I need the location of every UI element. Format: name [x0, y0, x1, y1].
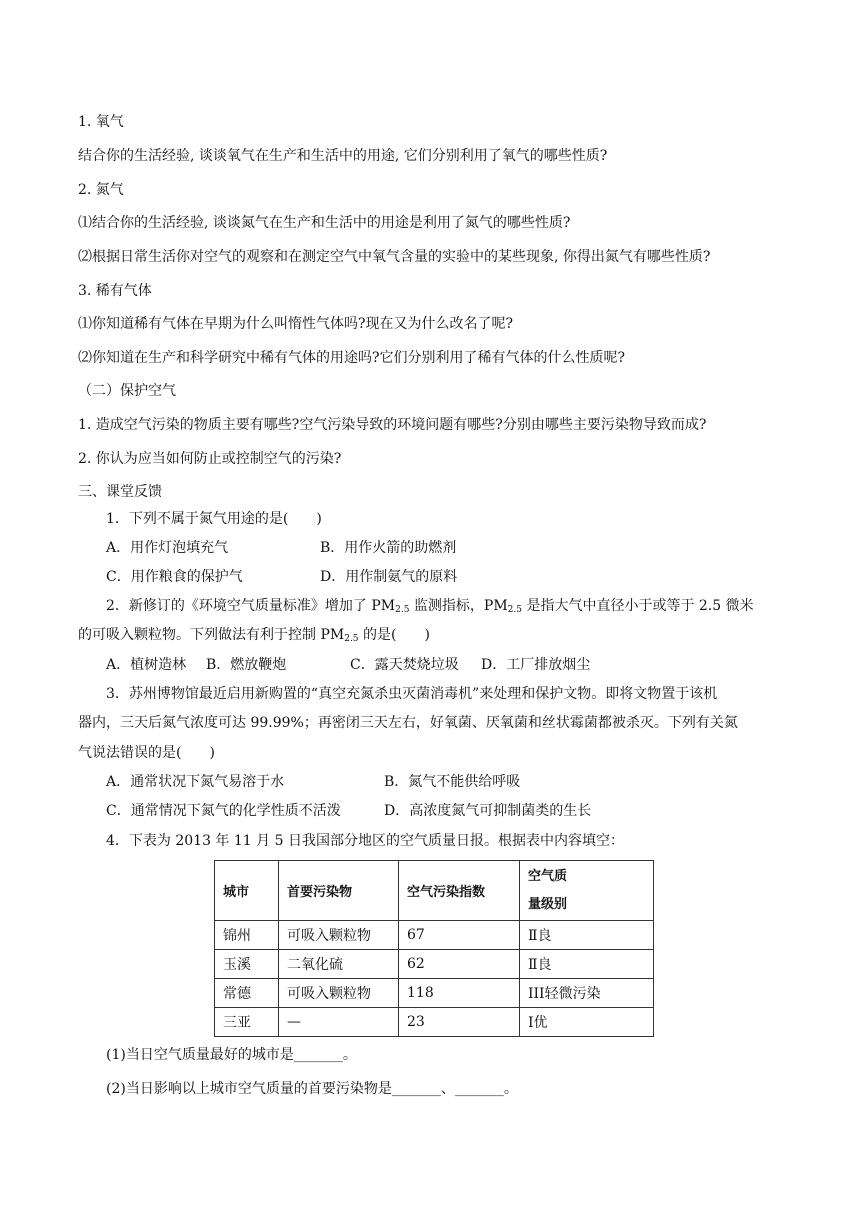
table-row	[215, 921, 654, 950]
header-grade: 空气质 量级别	[520, 861, 654, 921]
cell-grade: III轻微污染	[520, 979, 654, 1008]
cell-pollutant: —	[279, 1008, 399, 1037]
q2-option-d: D．工厂排放烟尘	[481, 657, 591, 673]
table-row	[215, 1008, 654, 1037]
heading-feedback: 三、课堂反馈	[78, 484, 162, 500]
q1-option-b: B．用作火箭的助燃剂	[320, 540, 457, 556]
q2-stem-line2: 的可吸入颗粒物。下列做法有利于控制 $PM_{2.5}$ 的是( )	[78, 627, 430, 644]
cell-grade: Ⅱ良	[520, 950, 654, 979]
q1-option-c: C．用作粮食的保护气	[106, 569, 243, 585]
pollution-question-1: 1. 造成空气污染的物质主要有哪些?空气污染导致的环境问题有哪些?分别由哪些主要污染物导致而成?	[78, 417, 707, 433]
q2-option-a: A．植树造林	[106, 657, 187, 673]
cell-city: 常德	[215, 979, 279, 1008]
q2-option-c: C．露天焚烧垃圾	[350, 657, 459, 673]
q3-stem-line1: 3．苏州博物馆最近启用新购置的“真空充氮杀虫灭菌消毒机”来处理和保护文物。即将文物置于该机	[106, 686, 718, 702]
q4-subquestion-2: (2)当日影响以上城市空气质量的首要污染物是_______、_______。	[106, 1081, 518, 1097]
q3-stem-line2: 器内，三天后氮气浓度可达 99.99%；再密闭三天左右，好氧菌、厌氧菌和丝状霉菌都被杀灭。下列有关氮	[78, 715, 738, 731]
q1-option-d: D．用作制氨气的原料	[320, 569, 458, 585]
noble-gas-question-2: ⑵你知道在生产和科学研究中稀有气体的用途吗?它们分别利用了稀有气体的什么性质呢?	[78, 350, 626, 366]
q3-option-b: B．氮气不能供给呼吸	[384, 774, 521, 790]
heading-noble-gases: 3. 稀有气体	[78, 283, 152, 299]
header-index: 空气污染指数	[399, 861, 520, 921]
heading-nitrogen: 2. 氮气	[78, 182, 124, 198]
cell-index: 67	[399, 921, 520, 950]
cell-index: 23	[399, 1008, 520, 1037]
q2-option-b: B．燃放鞭炮	[206, 657, 287, 673]
nitrogen-question-1: ⑴结合你的生活经验, 谈谈氮气在生产和生活中的用途是利用了氮气的哪些性质?	[78, 215, 571, 231]
q1-option-a: A．用作灯泡填充气	[106, 540, 229, 556]
air-quality-table	[214, 860, 654, 1037]
pollution-question-2: 2. 你认为应当如何防止或控制空气的污染?	[78, 451, 342, 467]
cell-pollutant: 二氧化硫	[279, 950, 399, 979]
heading-protect-air: （二）保护空气	[78, 383, 176, 399]
oxygen-question: 结合你的生活经验, 谈谈氧气在生产和生活中的用途, 它们分别利用了氧气的哪些性质?	[78, 148, 608, 164]
q3-option-c: C．通常情况下氮气的化学性质不活泼	[106, 803, 341, 819]
cell-city: 三亚	[215, 1008, 279, 1037]
heading-oxygen: 1. 氧气	[78, 114, 124, 130]
q3-option-d: D．高浓度氮气可抑制菌类的生长	[384, 803, 592, 819]
cell-city: 玉溪	[215, 950, 279, 979]
q3-option-a: A．通常状况下氮气易溶于水	[106, 774, 285, 790]
header-pollutant: 首要污染物	[279, 861, 399, 921]
cell-index: 62	[399, 950, 520, 979]
cell-grade: Ⅰ优	[520, 1008, 654, 1037]
cell-grade: Ⅱ良	[520, 921, 654, 950]
cell-city: 锦州	[215, 921, 279, 950]
cell-index: 118	[399, 979, 520, 1008]
cell-pollutant: 可吸入颗粒物	[279, 979, 399, 1008]
table-row	[215, 950, 654, 979]
q4-subquestion-1: (1)当日空气质量最好的城市是_______。	[106, 1047, 357, 1063]
q2-stem-line1: 2．新修订的《环境空气质量标准》增加了 $PM_{2.5}$ 监测指标，$PM_{2.5}$ 是指大气中直径小于或等于 2.5 微米	[106, 598, 754, 615]
table-header-row	[215, 861, 654, 921]
noble-gas-question-1: ⑴你知道稀有气体在早期为什么叫惰性气体吗?现在又为什么改名了呢?	[78, 316, 514, 332]
nitrogen-question-2: ⑵根据日常生活你对空气的观察和在测定空气中氧气含量的实验中的某些现象, 你得出氮气有哪些性质?	[78, 249, 711, 265]
q3-stem-line3: 气说法错误的是( )	[78, 745, 215, 761]
q4-stem: 4．下表为 2013 年 11 月 5 日我国部分地区的空气质量日报。根据表中内容填空：	[106, 833, 624, 849]
table-row	[215, 979, 654, 1008]
header-city: 城市	[215, 861, 279, 921]
cell-pollutant: 可吸入颗粒物	[279, 921, 399, 950]
q1-stem: 1．下列不属于氮气用途的是( )	[106, 511, 322, 527]
